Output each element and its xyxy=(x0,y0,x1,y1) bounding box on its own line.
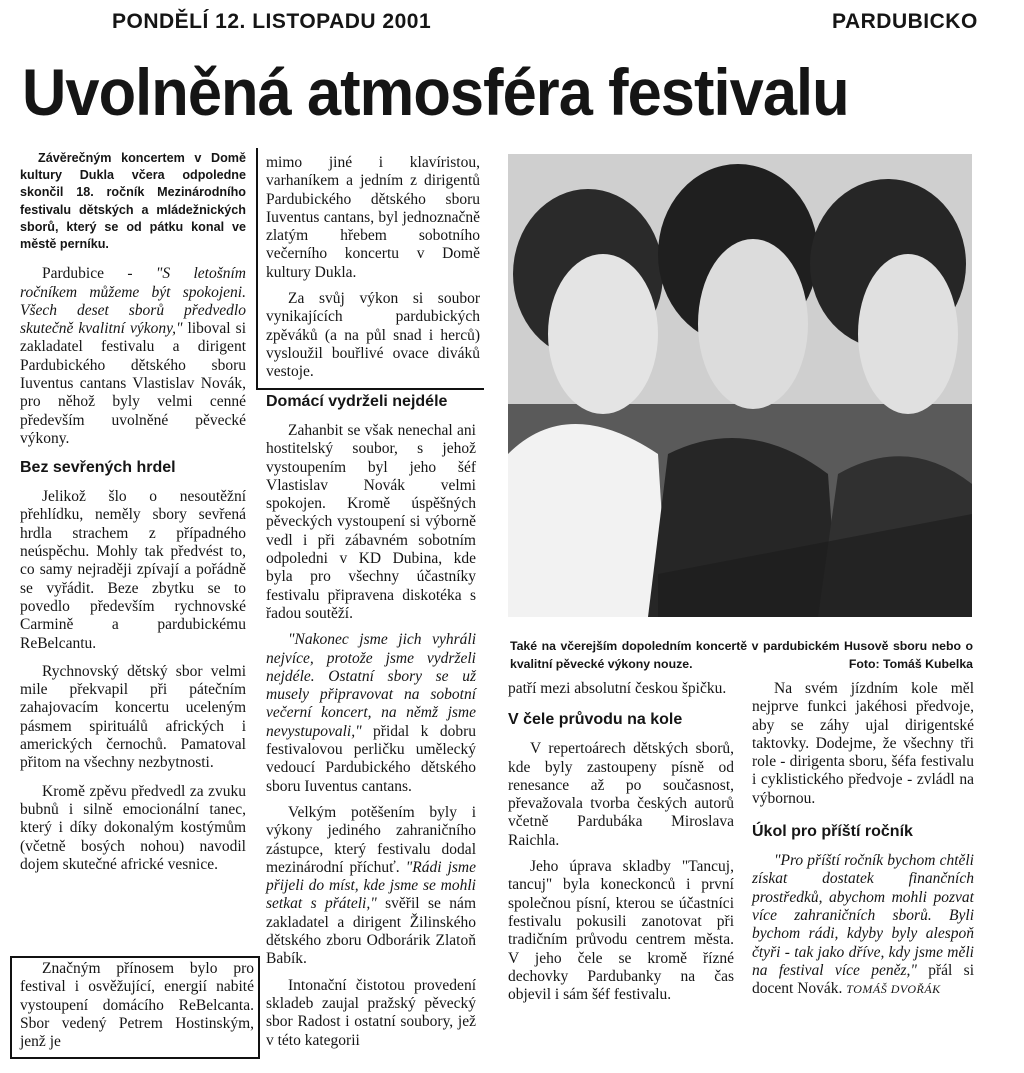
quote: "Rádi jsme přijeli do míst, kde jsme se mohli setkat s přáteli," xyxy=(266,858,476,913)
paragraph: Pardubice - "S letošním ročníkem můžeme být spokojeni. Všech deset sborů předvedlo skutečně kvalitní výkony," liboval si zakladatel festivalu a dirigent Pardubického dětského sboru Iuventus cantans Vlastislav Novák, pro něhož byly velmi cenné především uvolněné pěvecké výkony. xyxy=(20,265,246,447)
paragraph: Jelikož šlo o nesoutěžní přehlídku, neměly sbory sevřená hrdla strachem z případného neúspěchu. Mohly tak předvést to, co samy nejraději zpívají a pořádně se vyřádit. Beze zbytku se to povedlo především rychnovské Carmině a pardubickému ReBelcantu. xyxy=(20,488,246,652)
column-2 xyxy=(266,388,476,1050)
column-1 xyxy=(20,150,246,874)
paragraph: Jeho úprava skladby "Tancuj, tancuj" byla koneckonců i první společnou písní, kterou se účastníci festivalu pokusili zanotovat při tradičním průvodu centrem města. V jeho čele se kromě řízné dechovky Pardubanky na čas objevil i sám šéf festivalu. xyxy=(508,858,734,1004)
choir-photo xyxy=(508,154,972,617)
author-signature: TOMÁŠ DVOŘÁK xyxy=(846,982,941,997)
paragraph: Rychnovský dětský sbor velmi mile překvapil při pátečním zahajovacím koncertu uceleným pásmem spirituálů afrických i amerických černochů. Pamatoval přitom na všechny nezbytnosti. xyxy=(20,662,246,772)
paragraph: Kromě zpěvu předvedl za zvuku bubnů i silně emocionální tanec, který i díky dokonalým kostýmům (včetně bosých nohou) navodil dojem skutečné africké vesnice. xyxy=(20,782,246,873)
headline: Uvolněná atmosféra festivalu xyxy=(22,55,849,129)
paragraph: Velkým potěšením byly i výkony jediného zahraničního zástupce, který festivalu dodal mezinárodní příchuť. "Rádi jsme přijeli do míst, kde jsme se mohli setkat s přáteli," svěřil se nám zakladatel a dirigent Žilinského dětského zboru Odborárik Zlatoň Babík. xyxy=(266,803,476,968)
subheading: Domácí vydrželi nejdéle xyxy=(266,393,448,410)
paragraph: patří mezi absolutní českou špičku. xyxy=(508,680,727,697)
photo-credit: Foto: Tomáš Kubelka xyxy=(848,657,973,671)
boxed-paragraph: mimo jiné i klavíristou, varhaníkem a jedním z dirigentů Pardubického dětského sboru Iuventus cantans, byl jednoznačně zlatým hřebem sobotního večerního koncertu v Domě kultury Dukla. Za svůj výkon si soubor vynikajících pardubických zpěváků (a na půl snad i herců) vysloužil bouřlivé ovace diváků vestoje. xyxy=(256,148,484,390)
issue-date: PONDĚLÍ 12. LISTOPADU 2001 xyxy=(112,10,432,33)
paragraph: Zahanbit se však nenechal ani hostitelský soubor, s jehož vystoupením byl jeho šéf Vlastislav Novák velmi spokojen. Kromě úspěšných pěveckých vystoupení si výborně vedl i při zábavném sobotním odpoledni v KD Dubina, kde byla pro všechny účastníky festivalu připravena diskotéka s řadou soutěží. xyxy=(266,422,476,622)
boxed-paragraph: Značným přínosem bylo pro festival i osvěžující, energií nabité vystoupení domácího ReBelcanta. Sbor vedený Petrem Hostinským, jenž je xyxy=(10,956,260,1059)
subheading: Bez sevřených hrdel xyxy=(20,459,176,477)
paragraph: Na svém jízdním kole měl nejprve funkci jakéhosi předvoje, aby se záhy ujal dirigentské taktovky. Dodejme, že všechny tři role - dirigenta sboru, šéfa festivalu i cyklistického předvoje - zvládl na výbornou. xyxy=(752,680,974,807)
subheading: Úkol pro příští ročník xyxy=(752,823,913,841)
section-label: PARDUBICKO xyxy=(832,10,978,33)
quote: "Nakonec jsme jich vyhráli nejvíce, protože jsme vydrželi nejdéle. Ostatní sbory se už musely připravovat na sobotní večerní koncert, na němž jsme nevystupovali," xyxy=(266,631,476,740)
caption-text: Také na včerejším dopoledním koncertě v pardubickém Husově sboru nebo o kvalitní pěvecké výkony nouze. xyxy=(510,639,973,671)
dateline: Pardubice xyxy=(42,265,104,283)
column-3 xyxy=(508,680,734,1004)
column-4 xyxy=(752,680,974,998)
photo-illustration xyxy=(508,154,972,617)
quote: "Pro příští ročník bychom chtěli získat dostatek finančních prostředků, abychom mohli pozvat více zahraničních sborů. Byli bychom rádi, kdyby byly alespoň čtyři - tak jako dříve, kdy jsme měli na festival více peněz," xyxy=(752,852,974,979)
paragraph: V repertoárech dětských sborů, kde byly zastoupeny písně od renesance až po současnost, převažovala tvorba českých autorů včetně Pardubáka Miroslava Raichla. xyxy=(508,740,734,849)
paragraph: "Pro příští ročník bychom chtěli získat dostatek finančních prostředků, abychom mohli pozvat více zahraničních sborů. Byli bychom rádi, kdyby byly alespoň čtyři - tak jako dříve, kdy jsme měli na festival více peněz," přál si docent Novák. TOMÁŠ DVOŘÁK xyxy=(752,852,974,998)
paragraph: "Nakonec jsme jich vyhráli nejvíce, protože jsme vydrželi nejdéle. Ostatní sbory se už musely připravovat na sobotní večerní koncert, na němž jsme nevystupovali," přidal k dobru festivalovou perličku umělecký vedoucí Pardubického dětského sboru Iuventus cantans. xyxy=(266,631,476,795)
quote: "S letošním ročníkem můžeme být spokojeni. Všech deset sborů předvedlo skutečně kvalitní výkony," xyxy=(20,265,246,338)
subheading: V čele průvodu na kole xyxy=(508,711,683,729)
photo-caption xyxy=(510,637,973,673)
lead-paragraph: Závěrečným koncertem v Domě kultury Dukla včera odpoledne skončil 18. ročník Mezinárodního festivalu dětských a mládežnických sborů, který se od pátku konal ve městě perníku. xyxy=(20,151,246,252)
paragraph: Intonační čistotou provedení skladeb zaujal pražský pěvecký sbor Radost i ostatní soubory, jež v této kategorii xyxy=(266,976,476,1049)
